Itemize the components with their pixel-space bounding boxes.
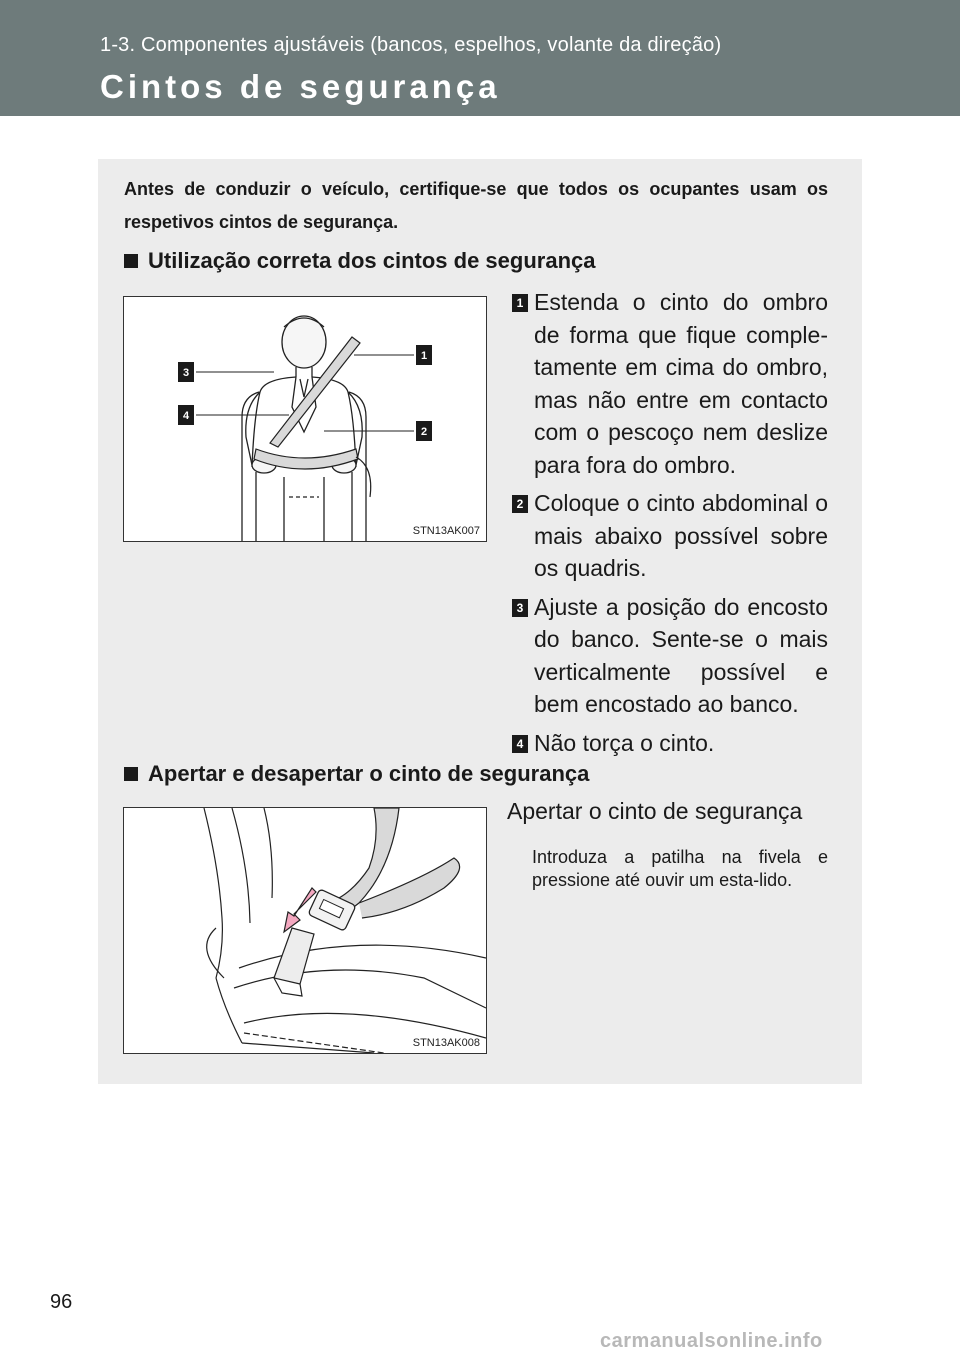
callout-label-3: 3 [182,367,190,379]
step-item [508,487,828,585]
fasten-subheading: Apertar o cinto de segurança [507,798,803,824]
page-title: Cintos de segurança [100,68,501,105]
callout-label-1: 1 [420,350,428,362]
breadcrumb: 1-3. Componentes ajustáveis (bancos, espelhos, volante da direção) [100,34,722,56]
square-bullet-icon [124,254,138,268]
intro-text: Antes de conduzir o veículo, certifique-se que todos os ocupantes usam os respetivos cintos de segurança. [124,179,828,232]
section-heading-label: Utilização correta dos cintos de segurança [148,248,596,273]
figure-code: STN13AK007 [412,525,480,537]
section-heading-label: Apertar e desapertar o cinto de segurança [148,761,590,786]
callout-label-2: 2 [420,426,428,438]
seatbelt-position-illustration [123,296,487,542]
step-text: Não torça o cinto. [534,729,715,756]
step-text: Coloque o cinto abdominal o mais abaixo possível sobre os quadris. [534,490,828,581]
section-heading-fasten [124,761,589,787]
page-number: 96 [50,1291,73,1313]
step-number-badge: 3 [512,599,528,617]
fasten-instruction: Introduza a patilha na fivela e pressione até ouvir um esta-lido. [532,847,828,890]
step-item [508,727,828,760]
step-number-badge: 2 [512,495,528,513]
step-text: Ajuste a posição do encosto do banco. Sente-se o mais verticalmente possível e bem encostado ao banco. [534,593,828,717]
step-number-badge: 4 [512,735,528,753]
buckle-illustration [123,807,487,1054]
callout-label-4: 4 [182,410,190,422]
steps-list [508,286,828,765]
step-text: Estenda o cinto do ombro de forma que fique comple-tamente em cima do ombro, mas não entre em contacto com o pescoço nem deslize para fora do ombro. [534,289,828,478]
figure-code: STN13AK008 [412,1037,480,1049]
header-bar [0,0,960,116]
section-heading-correct-use [124,248,595,274]
step-item [508,591,828,721]
square-bullet-icon [124,767,138,781]
watermark: carmanualsonline.info [600,1330,823,1352]
step-item [508,286,828,481]
step-number-badge: 1 [512,294,528,312]
